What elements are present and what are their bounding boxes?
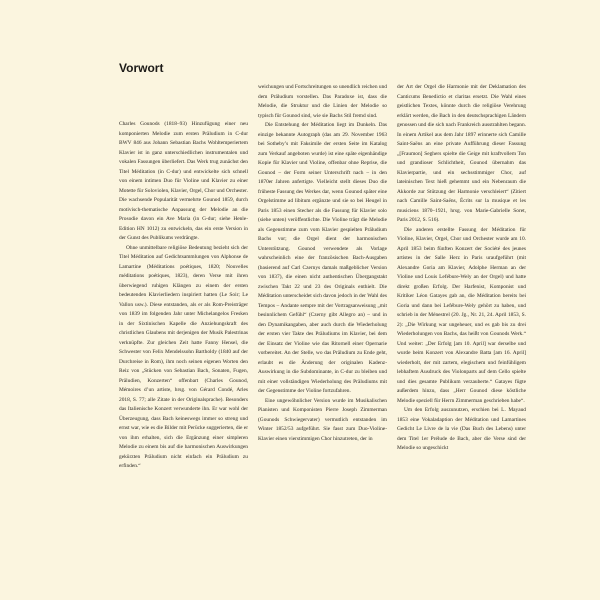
- paragraph: weichungen und Fortschreitungen so unendlich reichen und dem Präludium vorstellen. Das Paradoxe ist, dass die Melodie, die Struktur und die Linien der Melodie so typisch für Gounod sind, wie sie Bachs Stil fremd sind.: [258, 84, 387, 119]
- text-column-3: [397, 83, 526, 583]
- paragraph: Um den Erfolg auszunutzen, erschien bei L. Mayaud 1853 eine Vokaladaption der Méditation und Lamartines Gedicht Le Livre de la vie (Das Buch des Lebens) unter dem Titel 1er Prélude de Bach, aber die Verse sind der Melodie so ungeschickt: [397, 407, 526, 451]
- paragraph: Eine ungewöhnlicher Version wurde im Musikalischen Pianisten und Komponisten Pierre Joseph Zimmerman (Gounods Schwiegervater) vermutlich entstanden im Winter 1852/53 aufgeführt. Sie fasst zum Duo-Violine-Klavier einen vierstimmigen Chor hinzutreten, der in: [258, 397, 387, 442]
- page-title: Vorwort: [119, 61, 164, 75]
- paragraph: der Art der Orgel die Harmonie mit der Deklamation des Canticums Benedictio et claritas ersetzt. Die Wahl eines geistlichen Textes, könnte durch die religiöse Verehrung erklärt werden, die Bach in den deutschsprachigen Ländern genossen und die sich nach Frankreich ausstrahlten begann. In einem Artikel aus dem Jahr 1897 erinnerte sich Camille Saint-Saëns an eine private Aufführung dieser Fassung „[Fraumon] Seghers spielte die Geige mit kraftvollem Ton und grandioser Schlichtheit, Gounod übernahm das Klavierpartie, und ein sechsstimmiger Chor, auf lateinischen Text hieß gehemmt und ein Nebenraum die Akkorde zur Stützung der Harmonie verschleiert“ (Zitiert nach Camille Saint-Saëns, Écrits sur la musique et les musiciens 1870–1921, hrsg. von Marie-Gabrielle Soret, Paris 2012, S. 516).: [397, 84, 526, 223]
- text-column-1: [119, 120, 248, 584]
- paragraph: Charles Gounods (1818–93) Hinzufügung einer neu komponierten Melodie zum ersten Präludium in C-dur BWV 846 aus Johann Sebastian Bachs Wohltemperiertem Klavier ist in ganz unterschiedlichen instrumentalen und vokalen Fassungen überliefert. Das Werk trug zunächst den Titel Méditation (in C-dur) und entwickelte sich schnell von einem intimen Duo für Violine und Klavier zu einer Motette für Soloviolen, Klavier, Orgel, Chor und Orchester. Die wachsende Popularität vermehrte Gounod 1859, durch motivisch-thematische Anpassung der Melodie an die Prosodie davon ein Ave Maria (in G-dur; siehe Henle-Edition HN 1012) zu entwickeln, das ein erste Version in der Gunst des Publikums verdrängte.: [119, 121, 248, 241]
- text-column-2: [258, 83, 387, 583]
- paragraph: Ohne unmittelbare religiöse Bedeutung bezieht sich der Titel Méditation auf Gedichtsammlungen von Alphonse de Lamartine (Méditations poétiques, 1820; Nouvelles méditations poétiques, 1823), deren Verse mit ihren überwiegend ruhigen Klängen zu einem der ersten bedeutenden Klavierliedern inspiriert hatten (Le Soir; Le Vallon usw.). Diese entstanden, als er als Rom-Preisträger von 1839 im folgenden Jahr unter Michelangelos Fresken in der Sixtinischen Kapelle die Anziehungskraft des christlichen Glaubens mit derjenigen der Musik Palestrinas verknüpfte. Zur gleichen Zeit hatte Fanny Hensel, die Schwester von Felix Mendelssohn Bartholdy (1840 auf der Durchreise in Rom), ihm noch seinen eigenen Worten den Reiz von „Stücken von Sebastian Bach, Sonaten, Fugen, Präludien, Konzerten“ offenbart (Charles Gounod, Mémoires d’un artiste, hrsg. von Gérard Condé, Arles 2018, S. 77; alle Zitate in der Originalsprache). Besonders das Italienische Konzert verwunderte ihn. Er war wohl der Überzeugung, dass Bach keineswegs immer so streng und ernst war, wie es die Bilder mit Perücke suggerierten, die er von ihm erhalten, sich die Ergänzung einer simpleren Melodie zu einem bis auf die harmonischen Auswirkungen gekürzten Präludium nicht einfach ein Präludium zu erfinden.“: [119, 244, 248, 469]
- paragraph: Die Entstehung der Méditation liegt im Dunkeln. Das einzige bekannte Autograph (das am 29. November 1963 bei Sotheby’s mit Faksimile der ersten Seite im Katalog zum Verkauf angeboten wurde) ist eine späte eigenhändige Kopie für Klavier und Violine, offenbar ohne Reprise, die Gounod – der Form seiner Unterschrift nach – in den 1870er Jahren anfertigte. Vielleicht stellt dieses Duo die früheste Fassung des Werkes dar, wenn Gounod später eine Orgelstimme ad libitum ergänzte und sie so bei Heugel in Paris 1853 einen Stecher als die Fassung für Klavier solo (siehe unten) veröffentlichte. Die Violine trägt die Melodie als Gegenstimme zum vom Klavier gespielten Präludium Bachs vor; die Orgel dient der harmonischen Unterstützung. Gounod verwendete als Vorlage wahrscheinlich eine der französischen Bach-Ausgaben (basierend auf Carl Czernys damals maßgeblicher Version von 1837), die einen nicht authentischen Übergangstakt zwischen Takt 22 und 23 des Originals enthielt. Die Méditation unterscheidet sich davon jedoch in der Wahl des Tempos – Andante sempre mit der Vortragsanweisung „mit besinnlichem Gefühl“ (Czerny gibt Allegro an) – und in den Dynamikangaben, aber auch durch die Wiederholung der ersten vier Takte des Präludiums im Klavier, bei dem der Einsatz der Violine wie das Ritornell einer Opernarie vorbereitet. An der Stelle, wo das Präludium zu Ende geht, erlaubt es die Änderung der originalen Kadenz-Auswirkung in die Subdominante, in C-dur zu bleiben und mit einer vollständigen Wiederholung des Präludiums mit der Gegenstimme der Violine fortzufahren.: [258, 122, 387, 394]
- paragraph: Die anderen erstellte Fassung der Méditation für Violine, Klavier, Orgel, Chor und Orchester wurde am 10. April 1853 beim fünften Konzert der Société des jeunes artistes in der Salle Herz in Paris uraufgeführt (mit Alexandre Goria am Klavier, Adolphe Herman an der Violine und Louis Lefébure-Wely an der Orgel) und hatte direkt großen Erfolg. Der Harfenist, Komponist und Kritiker Léon Gatayes gab an, die Méditation bereits bei Goria und dann bei Lefébure-Wely gehört zu haben, und schrieb in der Ménestrel (20. Jg., Nr. 21, 24. April 1853, S. 2): „Die Wirkung war ungeheuer, und es gab bis zu drei Wiederholungen von Bachs, das heißt von Gounods Werk.“ Und weiter: „Der Erfolg [am 10. April] war derselbe und wurde beim Konzert von Alexandre Batta [am 16. April] wiederholt, der mit zartem, elegischem und feinfühligem lebhaftem Ausdruck des Violonparts auf dem Cello spielte und dies gesamte Publikum verzauberte.“ Gatayes fügte außerdem hinzu, dass „Herr Gounod diese köstliche Melodie speziell für Herrn Zimmerman geschrieben habe“.: [397, 226, 526, 404]
